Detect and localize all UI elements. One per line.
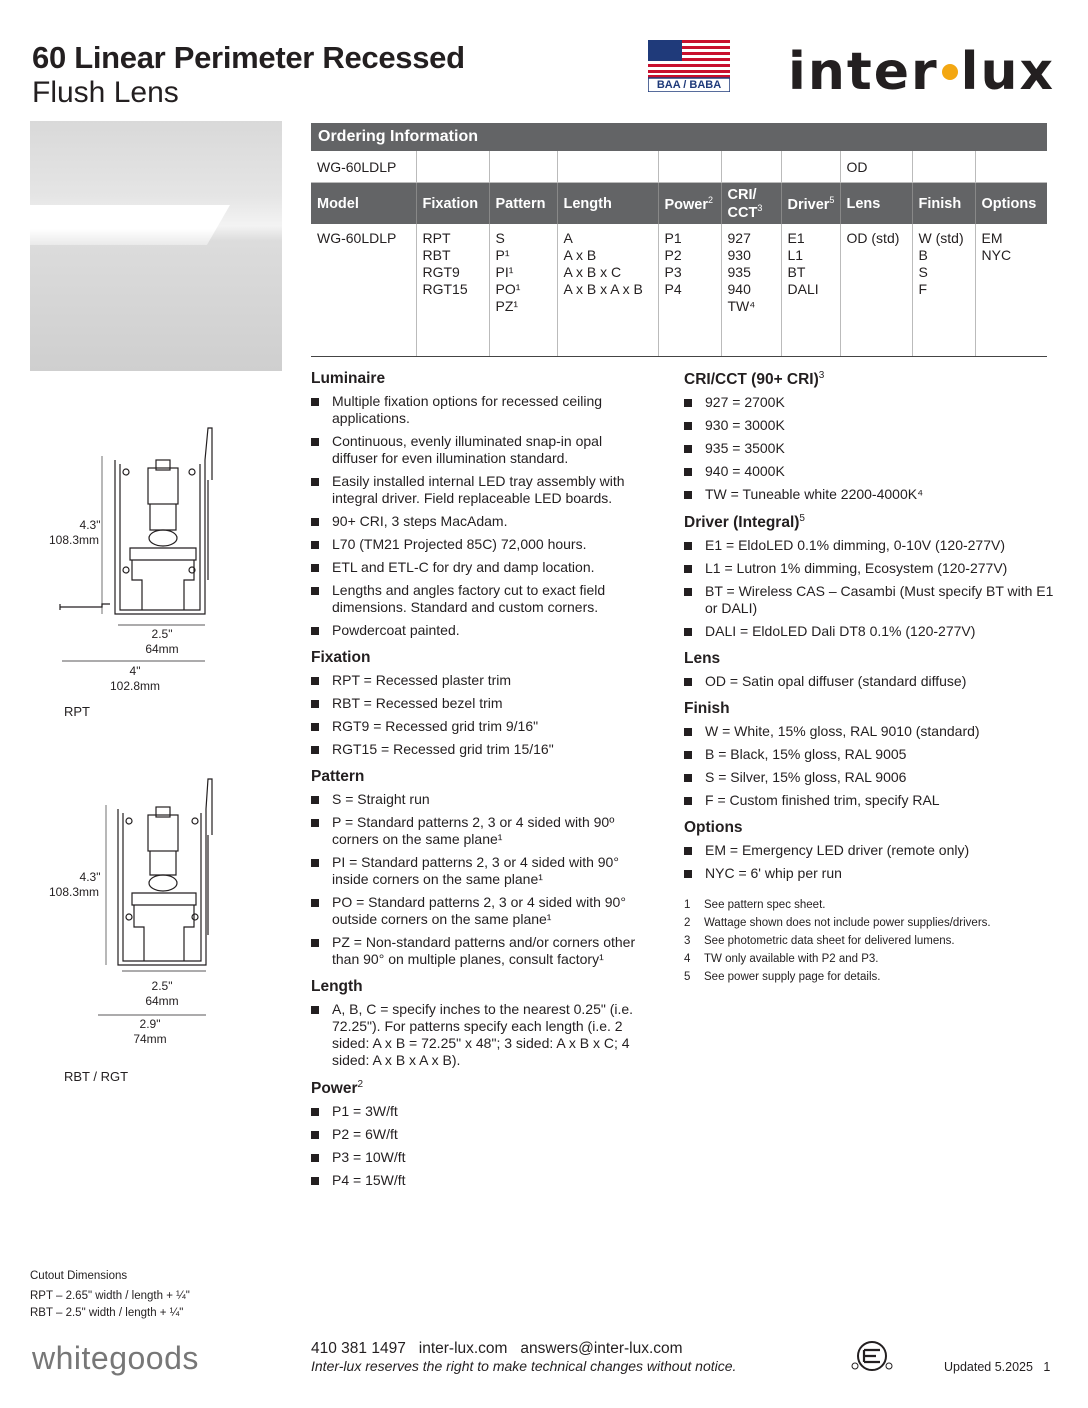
spec-list-item: Multiple fixation options for recessed ceiling applications. <box>311 393 651 427</box>
spec-list <box>311 393 651 639</box>
spec-section-title: CRI/CCT (90+ CRI)$^3$ <box>684 370 825 389</box>
ordering-value: A <box>563 230 573 246</box>
spec-list <box>311 672 651 758</box>
rpt-height-in: 4.3" <box>79 518 101 532</box>
spec-list <box>684 842 1054 882</box>
rbt-inner-width-mm: 64mm <box>145 994 179 1008</box>
spec-list-item: TW = Tuneable white 2200-4000K⁴ <box>684 486 1054 503</box>
spec-section <box>684 819 1054 882</box>
cutout-dimensions <box>30 1268 190 1322</box>
spec-list-item: BT = Wireless CAS – Casambi (Must specify BT with E1 or DALI) <box>684 583 1054 617</box>
disclaimer: Inter-lux reserves the right to make technical changes without notice. <box>311 1358 737 1374</box>
page-number: 1 <box>1043 1360 1051 1374</box>
ordering-code-cell <box>658 151 721 183</box>
spec-list-item: A, B, C = specify inches to the nearest 0.25" (i.e. 72.25"). For patterns specify each length (i.e. 2 sided: A x B = 72.25" x 48"; 3 sided: A x B x C; 4 sided: A x B x A x B). <box>311 1001 651 1069</box>
ordering-header-cell: Pattern <box>489 183 557 225</box>
spec-section <box>684 513 1054 640</box>
ordering-values-cell <box>975 224 1047 357</box>
ordering-values-cell <box>721 224 781 357</box>
rbt-inner-width-in: 2.5" <box>151 979 173 993</box>
spec-list-item: Continuous, evenly illuminated snap-in opal diffuser for even illumination standard. <box>311 433 651 467</box>
ordering-value: W (std) <box>918 230 964 246</box>
footnote: 2 Wattage shown does not include power supplies/drivers. <box>684 917 991 930</box>
ordering-value: P2 <box>664 247 682 263</box>
footnote: 3 See photometric data sheet for delivered lumens. <box>684 935 955 948</box>
ordering-code-cell: OD <box>840 151 912 183</box>
spec-list-item: PZ = Non-standard patterns and/or corners other than 90° on multiple planes, consult factory¹ <box>311 934 651 968</box>
ordering-value: RBT <box>422 247 451 263</box>
spec-list <box>684 537 1054 640</box>
ordering-value: P3 <box>664 264 682 280</box>
ordering-value: B <box>918 247 928 263</box>
email-link[interactable]: answers@inter-lux.com <box>520 1340 683 1357</box>
spec-list-item: S = Silver, 15% gloss, RAL 9006 <box>684 769 1054 786</box>
ordering-code-cell <box>489 151 557 183</box>
spec-list-item: PI = Standard patterns 2, 3 or 4 sided with 90° inside corners on the same plane¹ <box>311 854 651 888</box>
ordering-value: TW⁴ <box>727 298 756 314</box>
rpt-label: RPT <box>64 704 90 719</box>
ordering-value: PI¹ <box>495 264 514 280</box>
ordering-table <box>311 151 1047 357</box>
cutout-line-rpt: RPT – 2.65" width / length + ¼" <box>30 1290 190 1302</box>
spec-list-item: RGT9 = Recessed grid trim 9/16" <box>311 718 651 735</box>
spec-column-right <box>684 370 1054 986</box>
ordering-value: P1 <box>664 230 682 246</box>
cutout-line-rbt: RBT – 2.5" width / length + ¼" <box>30 1307 184 1319</box>
spec-list-item: P2 = 6W/ft <box>311 1126 651 1143</box>
ordering-value: A x B x C <box>563 264 622 280</box>
spec-list-item: 940 = 4000K <box>684 463 1054 480</box>
ordering-value: OD (std) <box>846 230 900 246</box>
spec-list-item: E1 = EldoLED 0.1% dimming, 0-10V (120-277V) <box>684 537 1054 554</box>
spec-list-item: 927 = 2700K <box>684 394 1054 411</box>
spec-list <box>311 1103 651 1189</box>
ordering-code-cell <box>975 151 1047 183</box>
ordering-code-cell <box>721 151 781 183</box>
ordering-values-cell <box>311 224 416 357</box>
ordering-information-heading: Ordering Information <box>311 123 1047 151</box>
spec-list-item: W = White, 15% gloss, RAL 9010 (standard) <box>684 723 1054 740</box>
rpt-section-drawing <box>30 420 280 720</box>
ordering-value: 930 <box>727 247 751 263</box>
product-photo <box>30 121 282 371</box>
spec-list-item: RGT15 = Recessed grid trim 15/16" <box>311 741 651 758</box>
page-subtitle: Flush Lens <box>32 76 179 109</box>
spec-list-item: Easily installed internal LED tray assembly with integral driver. Field replaceable LED boards. <box>311 473 651 507</box>
spec-list-item: NYC = 6' whip per run <box>684 865 1054 882</box>
ordering-value: NYC <box>981 247 1012 263</box>
ordering-header-cell: Power$^2$ <box>658 183 721 225</box>
ordering-header-cell: Lens <box>840 183 912 225</box>
rbt-height-mm: 108.3mm <box>48 885 100 899</box>
ordering-value: A x B <box>563 247 597 263</box>
rpt-outer-width-mm: 102.8mm <box>109 679 161 693</box>
spec-section-title: Pattern <box>311 768 365 785</box>
spec-list-item: EM = Emergency LED driver (remote only) <box>684 842 1054 859</box>
spec-list-item: L1 = Lutron 1% dimming, Ecosystem (120-277V) <box>684 560 1054 577</box>
spec-list-item: RBT = Recessed bezel trim <box>311 695 651 712</box>
spec-section <box>684 370 1054 503</box>
spec-list <box>684 394 1054 503</box>
spec-section-title: Options <box>684 819 743 837</box>
ordering-value: S <box>918 264 928 280</box>
ordering-value: 935 <box>727 264 751 280</box>
spec-section <box>311 978 651 1069</box>
ordering-value: DALI <box>787 281 819 297</box>
rpt-inner-width-in: 2.5" <box>151 627 173 641</box>
ordering-values-cell <box>912 224 975 357</box>
ordering-header-cell: Driver$^5$ <box>781 183 840 225</box>
spec-section-title: Driver (Integral)$^5$ <box>684 513 805 532</box>
ordering-value: 927 <box>727 230 751 246</box>
spec-list <box>311 1001 651 1069</box>
spec-section-title: Finish <box>684 700 730 718</box>
interlux-logo: inter lux <box>788 42 1056 102</box>
spec-list-item: S = Straight run <box>311 791 651 808</box>
ordering-value: RPT <box>422 230 451 246</box>
ordering-code-cell <box>416 151 489 183</box>
ordering-value: L1 <box>787 247 804 263</box>
baa-baba-label: BAA / BABA <box>656 79 722 91</box>
spec-section <box>311 370 651 639</box>
rpt-inner-width-mm: 64mm <box>145 642 179 656</box>
spec-section-title: Fixation <box>311 649 371 666</box>
spec-list-item: RPT = Recessed plaster trim <box>311 672 651 689</box>
spec-list-item: OD = Satin opal diffuser (standard diffuse) <box>684 673 1054 690</box>
ordering-value: E1 <box>787 230 805 246</box>
phone-number: 410 381 1497 <box>311 1340 406 1357</box>
ordering-header-cell: Length <box>557 183 658 225</box>
ordering-values-cell <box>416 224 489 357</box>
rbt-label: RBT / RGT <box>64 1069 129 1084</box>
logo-dot-icon <box>942 64 958 80</box>
spec-list-item: PO = Standard patterns 2, 3 or 4 sided with 90° outside corners on the same plane¹ <box>311 894 651 928</box>
spec-section <box>684 700 1054 809</box>
cutout-title: Cutout Dimensions <box>30 1270 128 1282</box>
ordering-code-cell <box>781 151 840 183</box>
ordering-code-cell <box>557 151 658 183</box>
ordering-value: P4 <box>664 281 682 297</box>
page-title: 60 Linear Perimeter Recessed <box>32 40 465 75</box>
footnote: 4 TW only available with P2 and P3. <box>684 953 879 966</box>
ordering-value: BT <box>787 264 806 280</box>
ordering-values-cell <box>557 224 658 357</box>
contact-line <box>311 1340 683 1358</box>
ordering-code-cell <box>912 151 975 183</box>
spec-section <box>311 768 651 968</box>
spec-section-title: Lens <box>684 650 721 668</box>
spec-list-item: 930 = 3000K <box>684 417 1054 434</box>
etl-listed-icon <box>850 1340 894 1372</box>
spec-section-title: Power$^2$ <box>311 1079 364 1098</box>
ordering-header-cell: Options <box>975 183 1047 225</box>
footnotes <box>684 896 1054 986</box>
spec-list <box>311 791 651 968</box>
usa-flag-icon <box>648 40 730 92</box>
ordering-values-cell <box>781 224 840 357</box>
ordering-value: S <box>495 230 505 246</box>
ordering-value: WG-60LDLP <box>317 230 397 246</box>
spec-section-title: Length <box>311 978 363 995</box>
spec-list-item: ETL and ETL-C for dry and damp location. <box>311 559 651 576</box>
spec-list-item: Lengths and angles factory cut to exact field dimensions. Standard and custom corners. <box>311 582 651 616</box>
spec-section-title: Luminaire <box>311 370 386 387</box>
spec-list-item: DALI = EldoLED Dali DT8 0.1% (120-277V) <box>684 623 1054 640</box>
spec-list-item: P4 = 15W/ft <box>311 1172 651 1189</box>
rbt-section-drawing <box>30 775 280 1085</box>
ordering-value: 940 <box>727 281 751 297</box>
rpt-height-mm: 108.3mm <box>48 533 100 547</box>
ordering-values-cell <box>489 224 557 357</box>
spec-section <box>684 650 1054 690</box>
rbt-height-in: 4.3" <box>79 870 101 884</box>
spec-section <box>311 1079 651 1189</box>
ordering-value: RGT9 <box>422 264 460 280</box>
rbt-outer-width-in: 2.9" <box>139 1017 161 1031</box>
ordering-header-cell: Finish <box>912 183 975 225</box>
whitegoods-logo: whitegoods <box>32 1340 199 1376</box>
spec-list-item: 935 = 3500K <box>684 440 1054 457</box>
spec-list-item: L70 (TM21 Projected 85C) 72,000 hours. <box>311 536 651 553</box>
footnote: 1 See pattern spec sheet. <box>684 899 826 912</box>
spec-list-item: P1 = 3W/ft <box>311 1103 651 1120</box>
ordering-header-cell: CRI/ CCT$^3$ <box>721 183 781 225</box>
spec-section <box>311 649 651 758</box>
website-link[interactable]: inter-lux.com <box>418 1340 508 1357</box>
ordering-value: PO¹ <box>495 281 521 297</box>
ordering-value: EM <box>981 230 1003 246</box>
spec-list-item: P3 = 10W/ft <box>311 1149 651 1166</box>
spec-list <box>684 723 1054 809</box>
ordering-value: F <box>918 281 928 297</box>
ordering-header-cell: Model <box>311 183 416 225</box>
footnote: 5 See power supply page for details. <box>684 971 881 984</box>
ordering-values-cell <box>840 224 912 357</box>
spec-column-left <box>311 370 651 1199</box>
ordering-code-cell: WG-60LDLP <box>311 151 416 183</box>
spec-list-item: P = Standard patterns 2, 3 or 4 sided with 90º corners on the same plane¹ <box>311 814 651 848</box>
spec-list-item: B = Black, 15% gloss, RAL 9005 <box>684 746 1054 763</box>
spec-list-item: 90+ CRI, 3 steps MacAdam. <box>311 513 651 530</box>
spec-list <box>684 673 1054 690</box>
ordering-header-cell: Fixation <box>416 183 489 225</box>
ordering-value: RGT15 <box>422 281 468 297</box>
spec-list-item: Powdercoat painted. <box>311 622 651 639</box>
updated-date: Updated 5.2025 1 <box>944 1360 1051 1374</box>
ordering-value: PZ¹ <box>495 298 519 314</box>
ordering-value: P¹ <box>495 247 510 263</box>
ordering-values-cell <box>658 224 721 357</box>
spec-list-item: F = Custom finished trim, specify RAL <box>684 792 1054 809</box>
rbt-outer-width-mm: 74mm <box>133 1032 167 1046</box>
ordering-value: A x B x A x B <box>563 281 643 297</box>
rpt-outer-width-in: 4" <box>129 664 141 678</box>
